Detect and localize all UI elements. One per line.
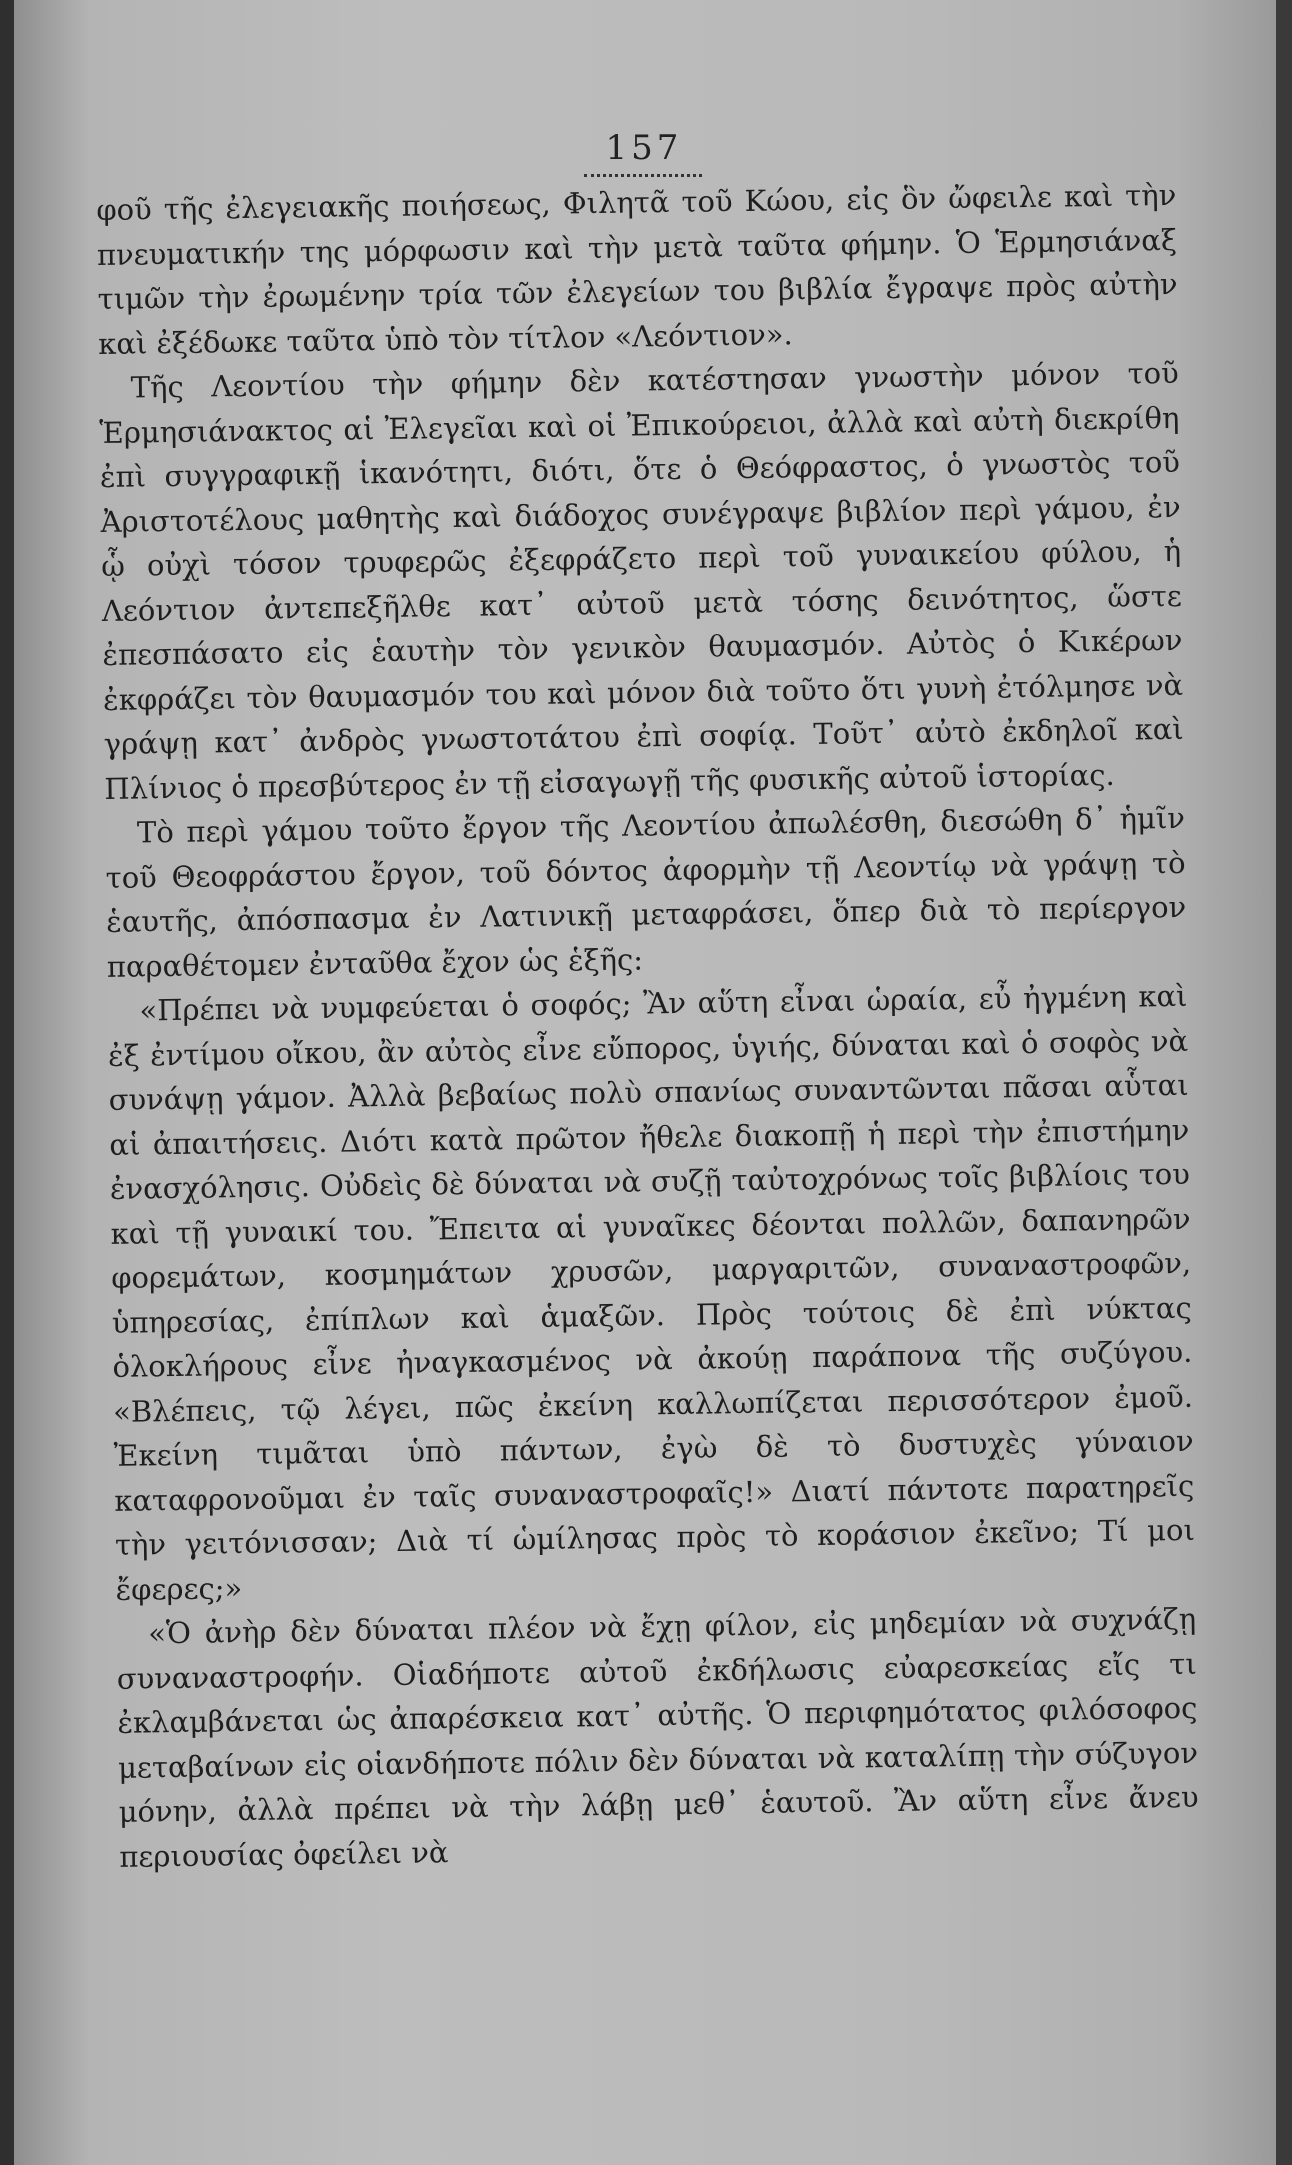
page-number-rule: [584, 170, 702, 177]
paragraph: «Ὁ ἀνὴρ δὲν δύναται πλέον νὰ ἔχῃ φίλον, εἰς μηδεμίαν νὰ συχνάζῃ συναναστροφήν. Οἱαδήποτε αὐτοῦ ἐκδήλωσις εὐαρεσκείας εἴς τι ἐκλαμβάνεται ὡς ἀπαρέσκεια κατ᾽ αὐτῆς. Ὁ περιφημότατος φιλόσοφος μεταβαίνων εἰς οἱανδήποτε πόλιν δὲν δύναται νὰ καταλίπῃ τὴν σύζυγον μόνην, ἀλλὰ πρέπει νὰ τὴν λάβῃ μεθ᾽ ἑαυτοῦ. Ἂν αὕτη εἶνε ἄνευ περιουσίας ὀφείλει νὰ: [116, 1601, 1199, 1874]
book-edge-left: [0, 0, 14, 2165]
book-edge-right: [1276, 0, 1292, 2165]
book-page: [14, 0, 1276, 2165]
body-text: [96, 173, 1200, 1879]
paragraph: «Πρέπει νὰ νυμφεύεται ὁ σοφός; Ἂν αὕτη εἶναι ὡραία, εὖ ἠγμένη καὶ ἐξ ἐντίμου οἴκου, ἂν αὐτὸς εἶνε εὔπορος, ὑγιής, δύναται καὶ ὁ σοφὸς νὰ συνάψῃ γάμον. Ἀλλὰ βεβαίως πολὺ σπανίως συναντῶνται πᾶσαι αὗται αἱ ἀπαιτήσεις. Διότι κατὰ πρῶτον ἤθελε διακοπῇ ἡ περὶ τὴν ἐπιστήμην ἐνασχόλησις. Οὐδεὶς δὲ δύναται νὰ συζῇ ταὐτοχρόνως τοῖς βιβλίοις του καὶ τῇ γυναικί του. Ἔπειτα αἱ γυναῖκες δέονται πολλῶν, δαπανηρῶν φορεμάτων, κοσμημάτων χρυσῶν, μαργαριτῶν, συναναστροφῶν, ὑπηρεσίας, ἐπίπλων καὶ ἁμαξῶν. Πρὸς τούτοις δὲ ἐπὶ νύκτας ὁλοκλήρους εἶνε ἠναγκασμένος νὰ ἀκούῃ παράπονα τῆς συζύγου. «Βλέπεις, τῷ λέγει, πῶς ἐκείνη καλλωπίζεται περισσότερον ἐμοῦ. Ἐκείνη τιμᾶται ὑπὸ πάντων, ἐγὼ δὲ τὸ δυστυχὲς γύναιον καταφρονοῦμαι ἐν ταῖς συναναστροφαῖς!» Διατί πάντοτε παρατηρεῖς τὴν γειτόνισσαν; Διὰ τί ὡμίλησας πρὸς τὸ κοράσιον ἐκεῖνο; Τί μοι ἔφερες;»: [107, 978, 1196, 1607]
paragraph: φοῦ τῆς ἐλεγειακῆς ποιήσεως, Φιλητᾶ τοῦ Κώου, εἰς ὃν ὤφειλε καὶ τὴν πνευματικήν της μόρφωσιν καὶ τὴν μετὰ ταῦτα φήμην. Ὁ Ἑρμησιάναξ τιμῶν τὴν ἐρωμένην τρία τῶν ἐλεγείων του βιβλία ἔγραψε πρὸς αὐτὴν καὶ ἐξέδωκε ταῦτα ὑπὸ τὸν τίτλον «Λεόντιον».: [96, 177, 1178, 361]
paragraph: Τῆς Λεοντίου τὴν φήμην δὲν κατέστησαν γνωστὴν μόνον τοῦ Ἑρμησιάνακτος αἱ Ἐλεγεῖαι καὶ οἱ Ἐπικούρειοι, ἀλλὰ καὶ αὐτὴ διεκρίθη ἐπὶ συγγραφικῇ ἱκανότητι, διότι, ὅτε ὁ Θεόφραστος, ὁ γνωστὸς τοῦ Ἀριστοτέλους μαθητὴς καὶ διάδοχος συνέγραψε βιβλίον περὶ γάμου, ἐν ᾧ οὐχὶ τόσον τρυφερῶς ἐξεφράζετο περὶ τοῦ γυναικείου φύλου, ἡ Λεόντιον ἀντεπεξῆλθε κατ᾽ αὐτοῦ μετὰ τόσης δεινότητος, ὥστε ἐπεσπάσατο εἰς ἑαυτὴν τὸν γενικὸν θαυμασμόν. Αὐτὸς ὁ Κικέρων ἐκφράζει τὸν θαυμασμόν του καὶ μόνον διὰ τοῦτο ὅτι γυνὴ ἐτόλμησε νὰ γράψῃ κατ᾽ ἀνδρὸς γνωστοτάτου ἐπὶ σοφίᾳ. Τοῦτ᾽ αὐτὸ ἐκδηλοῖ καὶ Πλίνιος ὁ πρεσβύτερος ἐν τῇ εἰσαγωγῇ τῆς φυσικῆς αὐτοῦ ἱστορίας.: [99, 355, 1184, 806]
paragraph: Τὸ περὶ γάμου τοῦτο ἔργον τῆς Λεοντίου ἀπωλέσθη, διεσώθη δ᾽ ἡμῖν τοῦ Θεοφράστου ἔργον, τοῦ δόντος ἀφορμὴν τῇ Λεοντίῳ νὰ γράψῃ τὸ ἑαυτῆς, ἀπόσπασμα ἐν Λατινικῇ μεταφράσει, ὅπερ διὰ τὸ περίεργον παραθέτομεν ἐνταῦθα ἔχον ὡς ἑξῆς:: [105, 800, 1187, 984]
page-number: 157: [605, 128, 683, 168]
